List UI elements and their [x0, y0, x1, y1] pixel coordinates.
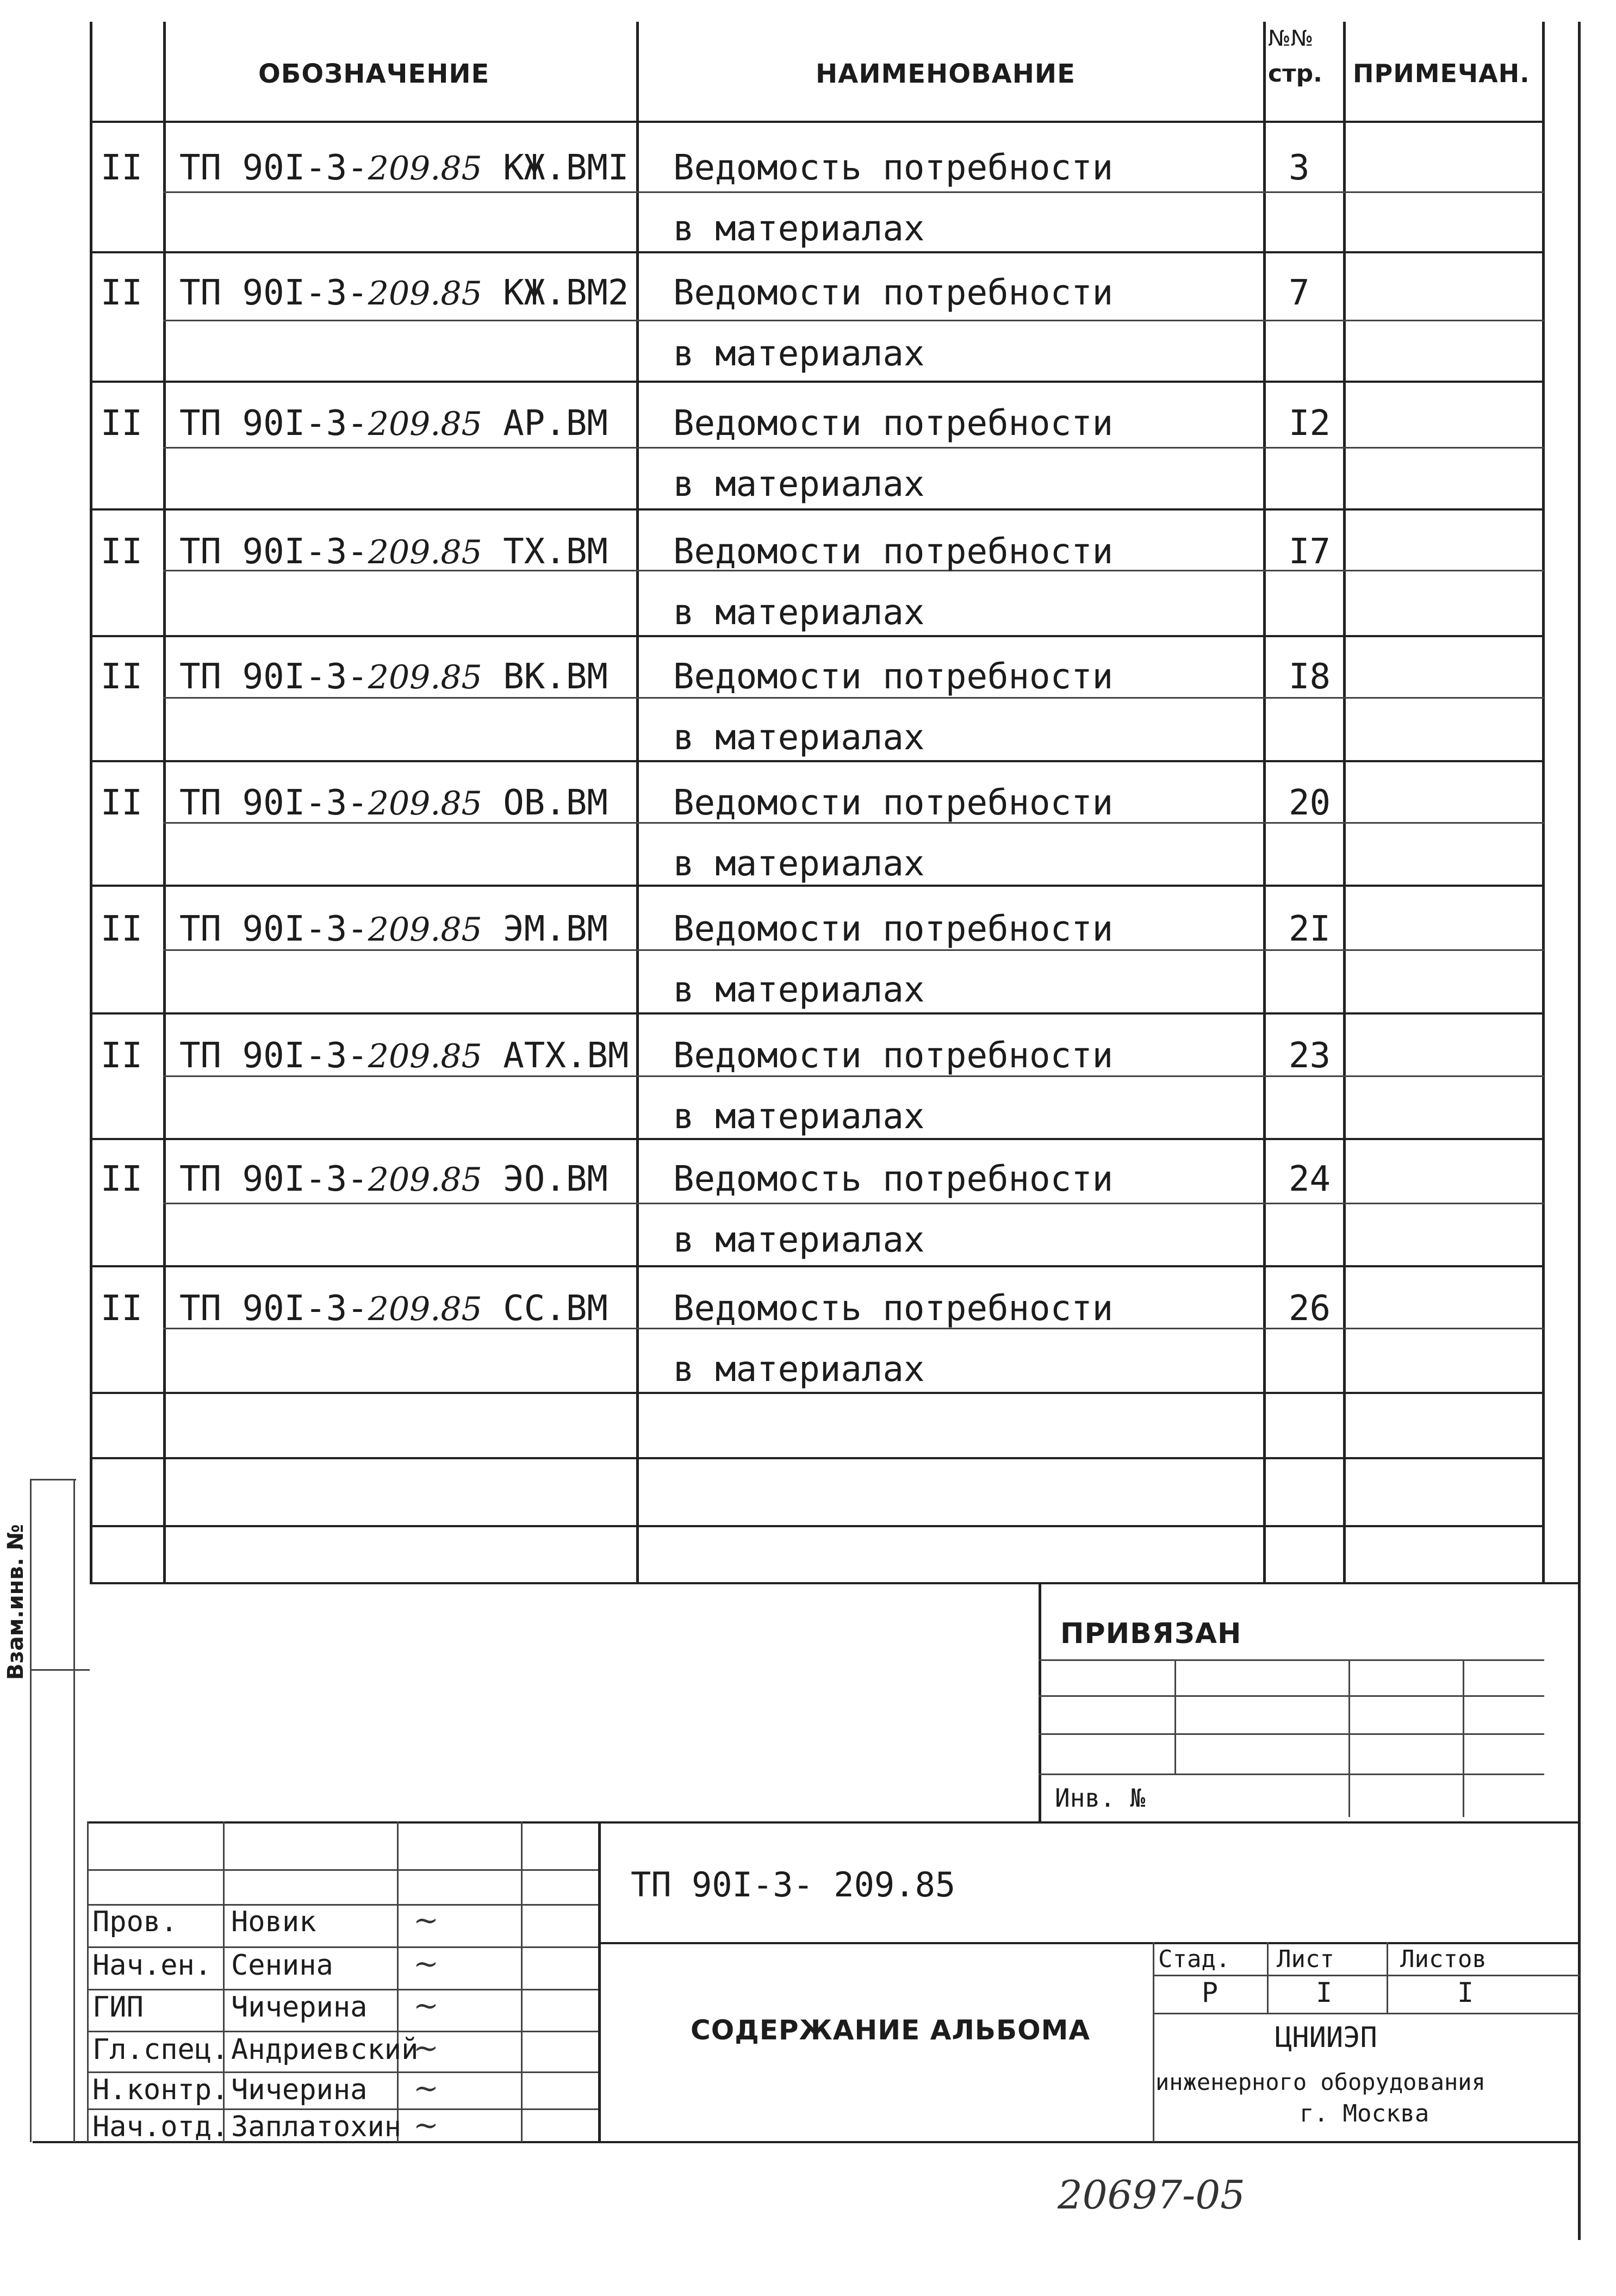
designation-handwritten-number: 209.85 [368, 533, 482, 571]
handwritten-signature: ~ [413, 2031, 439, 2066]
handwritten-signature: ~ [413, 2071, 439, 2106]
row-name-line1: Ведомости потребности [673, 783, 1114, 823]
designation-handwritten-number: 209.85 [368, 150, 482, 188]
row-number: II [101, 783, 143, 823]
designation-suffix: ВК.ВМ [482, 657, 608, 697]
signature-name: Чичерина [231, 1991, 368, 2024]
sig-row-line [87, 1869, 598, 1871]
row-line [90, 1138, 1544, 1140]
row-name-line1: Ведомости потребности [673, 1036, 1114, 1076]
row-number: II [101, 148, 143, 188]
title-block-stage-col [1267, 1942, 1269, 2013]
row-designation [179, 148, 629, 188]
side-stamp-line [30, 1479, 32, 2142]
stage-value: Р [1202, 1977, 1219, 2008]
title-block-divider [598, 1821, 601, 2142]
row-page-number: 23 [1289, 1036, 1331, 1076]
row-number: II [101, 1159, 143, 1199]
row-line [90, 1392, 1544, 1394]
binding-col-line [1348, 1659, 1350, 1817]
row-name-line2: в материалах [673, 718, 925, 758]
subrow-line [163, 697, 1544, 699]
designation-handwritten-number: 209.85 [368, 785, 482, 823]
designation-suffix: ТХ.ВМ [482, 532, 608, 572]
row-designation [179, 1159, 608, 1199]
binding-col-line [1174, 1659, 1176, 1774]
signature-role: Пров. [92, 1906, 178, 1938]
subrow-line [163, 1203, 1544, 1204]
binding-line [1039, 1733, 1544, 1735]
row-page-number: 3 [1289, 148, 1310, 188]
signature-name: Андриевский [231, 2033, 419, 2066]
row-name-line2: в материалах [673, 1097, 925, 1137]
archive-number: 20697-05 [1058, 2172, 1245, 2218]
side-stamp-label: Взам.инв. № [3, 1524, 28, 1680]
row-line [90, 885, 1544, 887]
sig-row-line [87, 2031, 598, 2032]
col-line-3 [1263, 22, 1266, 1582]
row-name-line2: в материалах [673, 1220, 925, 1260]
row-name-line1: Ведомости потребности [673, 273, 1114, 313]
row-line [90, 1525, 1544, 1527]
binding-line [1039, 1695, 1544, 1697]
designation-handwritten-number: 209.85 [368, 1161, 482, 1199]
binding-line [1039, 1659, 1544, 1661]
row-line [90, 1012, 1544, 1015]
title-block-mid-line [598, 1942, 1580, 1944]
header-note: ПРИМЕЧАН. [1353, 59, 1530, 88]
binding-title: ПРИВЯЗАН [1060, 1617, 1242, 1650]
org-name: ЦНИИЭП [1275, 2021, 1377, 2054]
sheet-label: Лист [1277, 1945, 1334, 1973]
sig-row-line [87, 1946, 598, 1948]
binding-inv-label: Инв. № [1055, 1783, 1146, 1813]
subrow-line [163, 447, 1544, 449]
title-block-top-line [87, 1821, 1580, 1824]
row-name-line1: Ведомости потребности [673, 532, 1114, 572]
org-line2: инженерного оборудования [1155, 2069, 1486, 2095]
row-line [90, 508, 1544, 511]
row-name-line1: Ведомости потребности [673, 403, 1114, 444]
designation-prefix: ТП 90I-3- [179, 532, 368, 572]
row-designation [179, 403, 608, 444]
side-stamp-line [30, 1669, 90, 1671]
row-number: II [101, 909, 143, 949]
designation-suffix: ЭМ.ВМ [482, 909, 608, 949]
row-name-line1: Ведомости потребности [673, 657, 1114, 697]
row-page-number: 24 [1289, 1159, 1331, 1199]
binding-left-line [1039, 1582, 1041, 1821]
row-number: II [101, 1036, 143, 1076]
header-line [90, 121, 1544, 123]
row-designation [179, 1036, 629, 1076]
row-number: II [101, 1289, 143, 1329]
designation-handwritten-number: 209.85 [368, 405, 482, 443]
title-block-stage-col [1387, 1942, 1388, 2013]
row-number: II [101, 273, 143, 313]
row-name-line1: Ведомость потребности [673, 1289, 1114, 1329]
header-page-no-line1: №№ [1268, 26, 1314, 51]
binding-col-line [1463, 1659, 1464, 1817]
row-number: II [101, 532, 143, 572]
row-page-number: 2I [1289, 909, 1331, 949]
signature-role: Н.контр. [92, 2074, 229, 2106]
row-designation [179, 909, 608, 949]
signature-role: Нач.отд. [92, 2111, 229, 2143]
row-designation [179, 273, 629, 313]
row-page-number: 20 [1289, 783, 1331, 823]
signature-name: Чичерина [231, 2074, 368, 2106]
row-line [90, 1265, 1544, 1267]
sheets-value: I [1457, 1977, 1474, 2008]
handwritten-signature: ~ [413, 2108, 439, 2143]
sig-row-line [87, 1989, 598, 1990]
signature-role: Нач.ен. [92, 1949, 212, 1982]
row-name-line2: в материалах [673, 209, 925, 249]
side-stamp-line [73, 1479, 75, 2142]
designation-prefix: ТП 90I-3- [179, 1036, 368, 1076]
row-name-line1: Ведомости потребности [673, 909, 1114, 949]
signature-name: Сенина [231, 1949, 333, 1982]
row-designation [179, 657, 608, 697]
row-line [90, 251, 1544, 253]
header-page-no-line2: стр. [1268, 60, 1322, 88]
row-name-line1: Ведомость потребности [673, 1159, 1114, 1199]
sig-row-line [87, 2071, 598, 2073]
row-name-line2: в материалах [673, 464, 925, 505]
designation-prefix: ТП 90I-3- [179, 403, 368, 444]
designation-prefix: ТП 90I-3- [179, 273, 368, 313]
org-city: г. Москва [1300, 2100, 1429, 2127]
col-line-4 [1343, 22, 1346, 1582]
subrow-line [163, 320, 1544, 321]
row-line [90, 760, 1544, 762]
side-stamp-line [30, 1479, 76, 1480]
row-number: II [101, 657, 143, 697]
col-line-0 [90, 22, 92, 1582]
row-number: II [101, 403, 143, 444]
signature-name: Новик [231, 1906, 316, 1938]
row-line [90, 1457, 1544, 1459]
stage-label: Стад. [1158, 1945, 1230, 1973]
signature-name: Заплатохин [231, 2111, 402, 2143]
designation-suffix: АТХ.ВМ [482, 1036, 629, 1076]
row-page-number: 26 [1289, 1289, 1331, 1329]
subrow-line [163, 949, 1544, 951]
subrow-line [163, 191, 1544, 193]
designation-prefix: ТП 90I-3- [179, 1289, 368, 1329]
row-designation [179, 783, 608, 823]
table-bottom-line [90, 1582, 1580, 1584]
row-name-line2: в материалах [673, 593, 925, 633]
designation-suffix: СС.ВМ [482, 1289, 608, 1329]
col-line-5 [1542, 22, 1545, 1582]
signature-role: Гл.спец. [92, 2033, 229, 2066]
row-page-number: I2 [1289, 403, 1331, 444]
row-name-line1: Ведомость потребности [673, 148, 1114, 188]
row-page-number: I8 [1289, 657, 1331, 697]
sig-row-line [87, 2108, 598, 2110]
title-block-stage-line [1153, 1975, 1580, 1976]
designation-suffix: КЖ.ВМ2 [482, 273, 629, 313]
designation-handwritten-number: 209.85 [368, 1037, 482, 1075]
designation-handwritten-number: 209.85 [368, 658, 482, 696]
title-block-stage-line [1153, 2013, 1580, 2014]
row-line [90, 635, 1544, 637]
row-designation [179, 1289, 608, 1329]
designation-suffix: АР.ВМ [482, 403, 608, 444]
designation-handwritten-number: 209.85 [368, 911, 482, 949]
row-name-line2: в материалах [673, 1349, 925, 1390]
col-line-1 [163, 22, 166, 1582]
designation-prefix: ТП 90I-3- [179, 783, 368, 823]
row-name-line2: в материалах [673, 334, 925, 374]
handwritten-signature: ~ [413, 1903, 439, 1938]
designation-suffix: ЭО.ВМ [482, 1159, 608, 1199]
row-line [90, 381, 1544, 383]
row-designation [179, 532, 608, 572]
sheet-value: I [1316, 1977, 1333, 2008]
designation-suffix: КЖ.ВМI [482, 148, 629, 188]
row-page-number: I7 [1289, 532, 1331, 572]
designation-prefix: ТП 90I-3- [179, 657, 368, 697]
designation-handwritten-number: 209.85 [368, 1290, 482, 1328]
project-code: ТП 90I-3- 209.85 [631, 1865, 956, 1905]
binding-line [1039, 1774, 1544, 1775]
signature-role: ГИП [92, 1991, 144, 2024]
designation-suffix: ОВ.ВМ [482, 783, 608, 823]
title-block-org-line [1153, 1942, 1154, 2142]
designation-prefix: ТП 90I-3- [179, 909, 368, 949]
designation-prefix: ТП 90I-3- [179, 148, 368, 188]
designation-prefix: ТП 90I-3- [179, 1159, 368, 1199]
document-title: СОДЕРЖАНИЕ АЛЬБОМА [691, 2014, 1091, 2046]
col-line-2 [636, 22, 639, 1582]
handwritten-signature: ~ [413, 1946, 439, 1982]
header-designation: ОБОЗНАЧЕНИЕ [258, 59, 490, 89]
row-name-line2: в материалах [673, 844, 925, 884]
frame-right-border [1578, 22, 1581, 2240]
header-name: НАИМЕНОВАНИЕ [816, 59, 1076, 89]
sheets-label: Листов [1400, 1945, 1487, 1973]
designation-handwritten-number: 209.85 [368, 275, 482, 313]
handwritten-signature: ~ [413, 1988, 439, 2024]
row-name-line2: в материалах [673, 970, 925, 1010]
row-page-number: 7 [1289, 273, 1310, 313]
